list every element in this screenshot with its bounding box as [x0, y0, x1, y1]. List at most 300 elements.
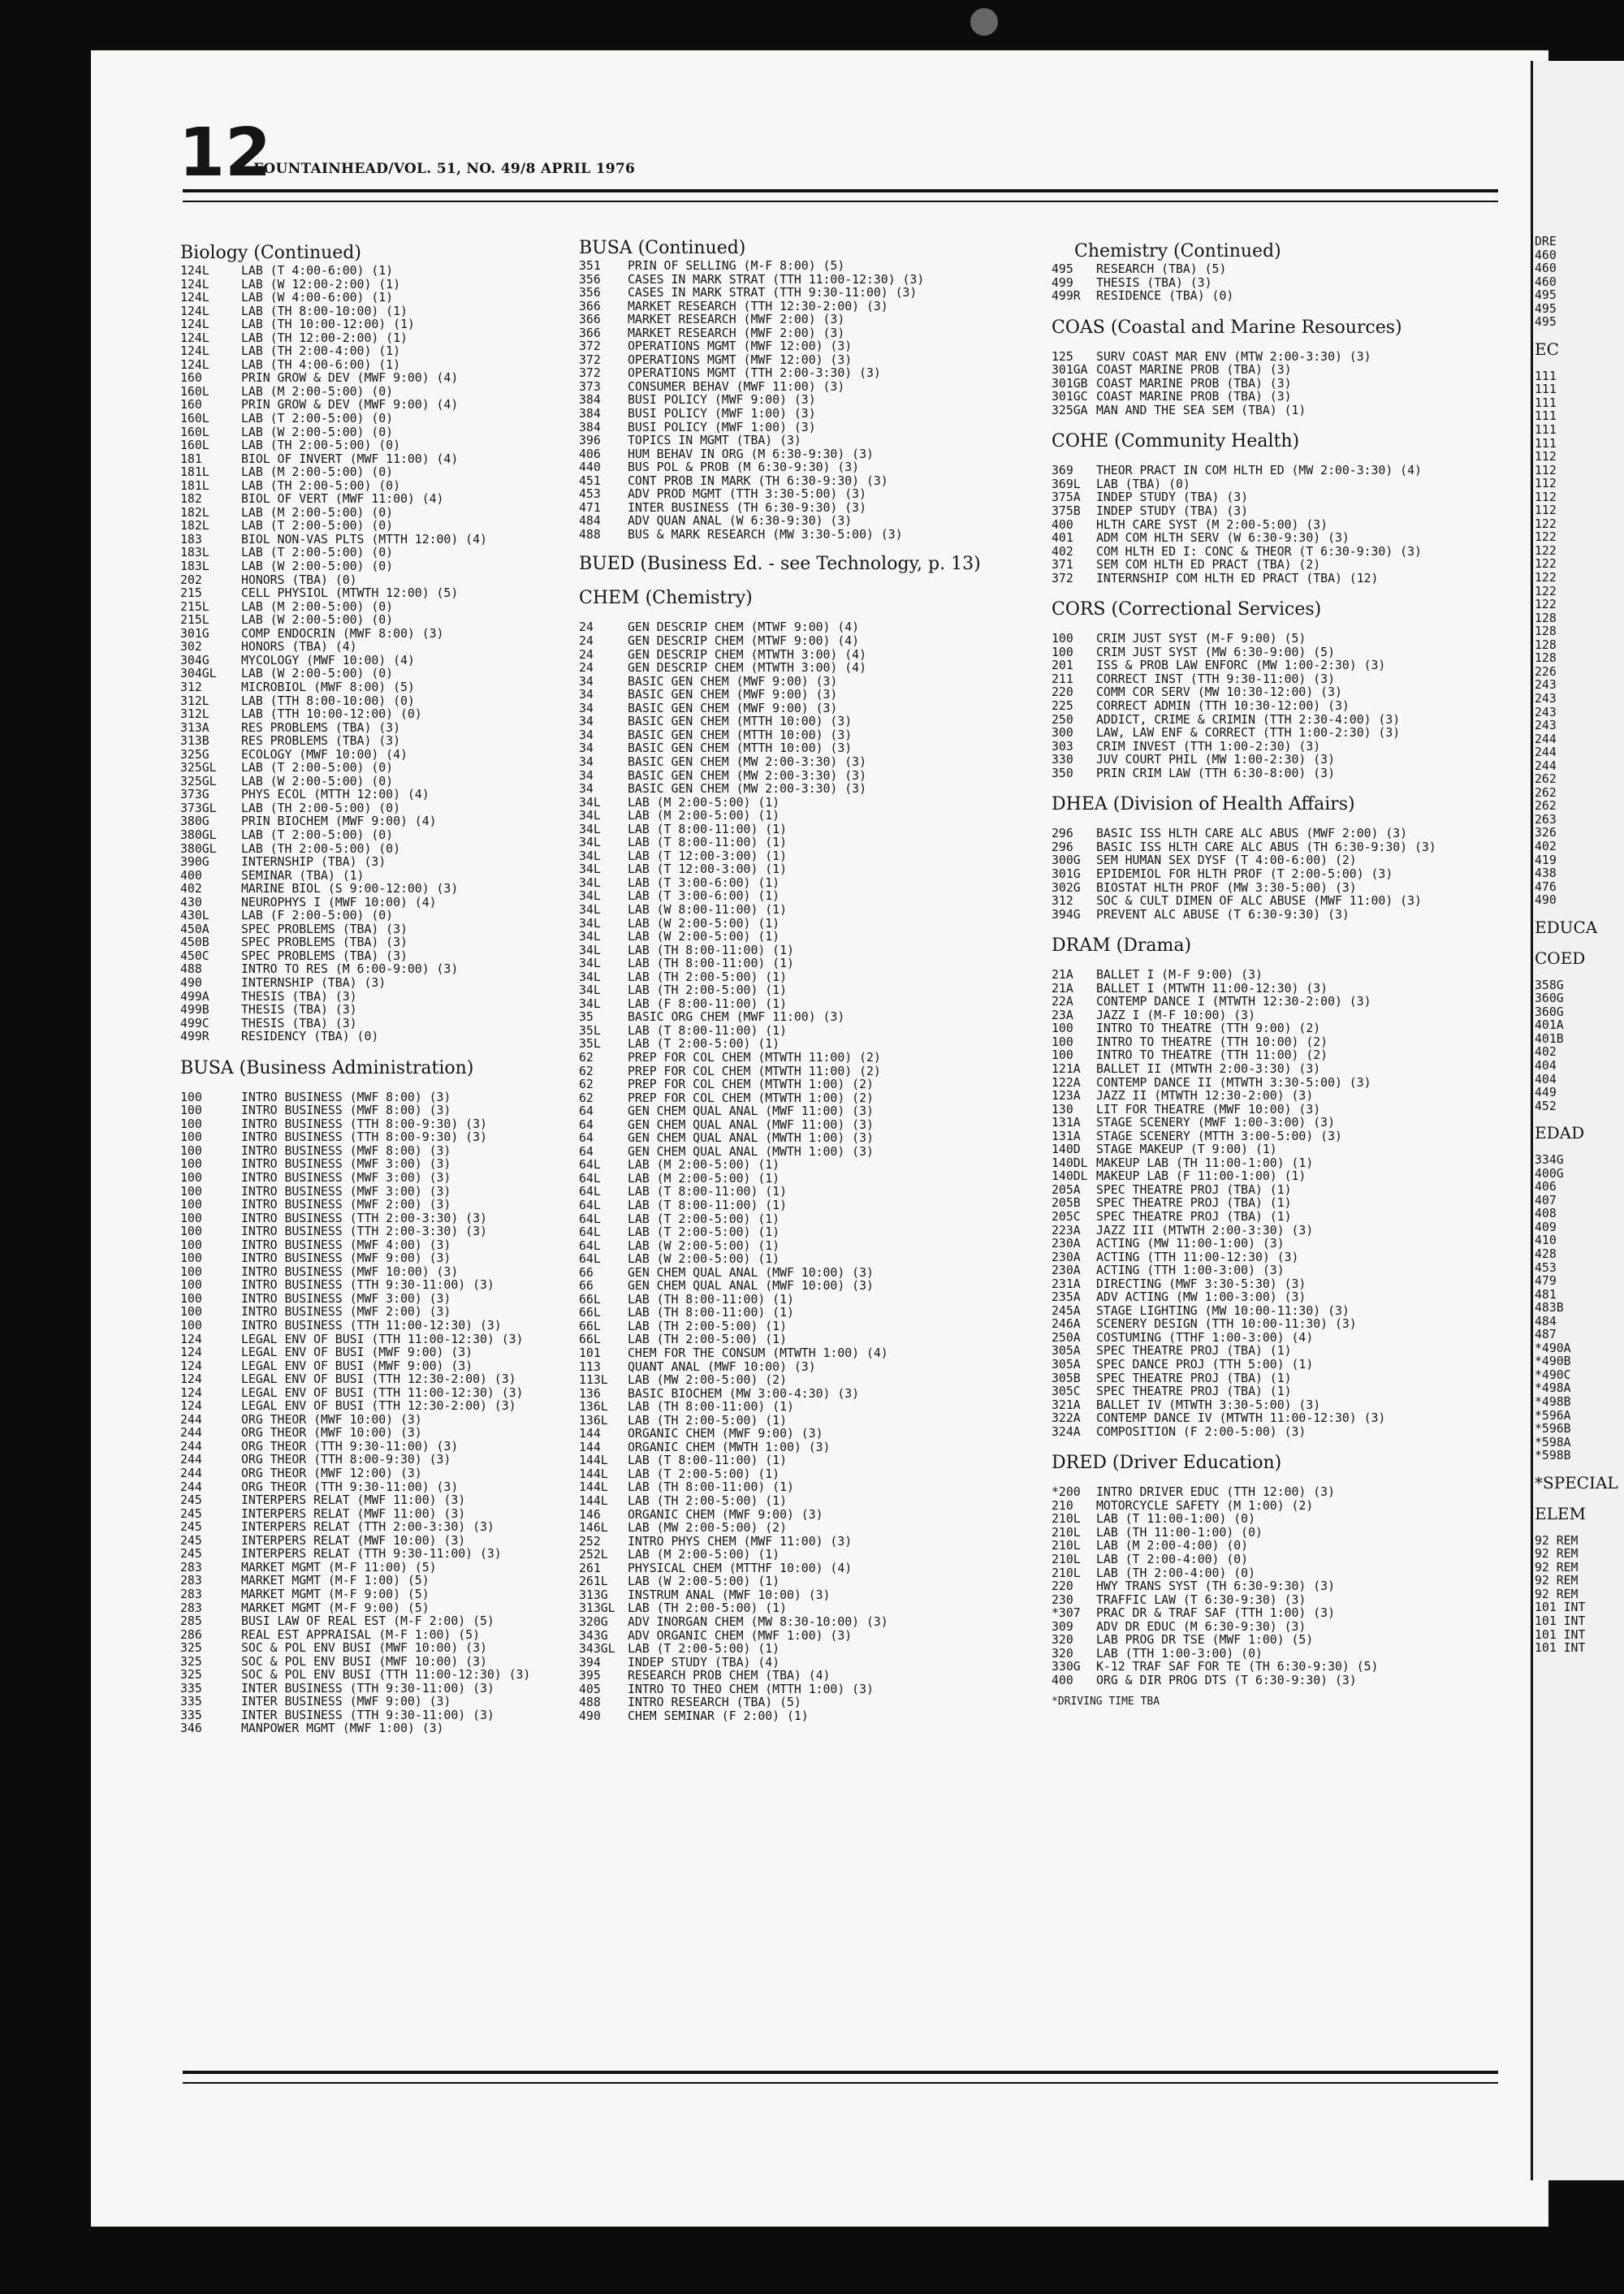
course-description: NEUROPHYS I (MWF 10:00) (4) — [241, 895, 437, 909]
course-description: CONSUMER BEHAV (MWF 11:00) (3) — [628, 379, 845, 394]
course-description: PREP FOR COL CHEM (MTWTH 1:00) (2) — [628, 1091, 874, 1105]
course-description: LAB (TH 2:00-4:00) (0) — [1096, 1566, 1255, 1580]
course-number: 244 — [180, 1426, 202, 1441]
course-description: BASIC GEN CHEM (MTTH 10:00) (3) — [628, 741, 853, 756]
course-row — [579, 1119, 1066, 1133]
course-description: INTRO PHYS CHEM (MWF 11:00) (3) — [628, 1534, 853, 1549]
course-row — [579, 1616, 1066, 1630]
course-number: 34 — [579, 728, 594, 742]
course-description: LAB (T 12:00-3:00) (1) — [628, 862, 787, 877]
course-number: 64L — [579, 1252, 601, 1267]
course-number: 230A — [1052, 1264, 1081, 1278]
fragment-line: 122 — [1535, 530, 1557, 545]
course-description: THESIS (TBA) (3) — [241, 1016, 357, 1030]
fragment-line: 428 — [1535, 1247, 1557, 1261]
course-number: 100 — [180, 1104, 202, 1118]
course-row — [180, 1535, 578, 1549]
course-row — [180, 883, 578, 896]
course-number: 343G — [579, 1628, 608, 1643]
course-description: BIOSTAT HLTH PROF (MW 3:30-5:00) (3) — [1096, 880, 1357, 895]
course-description: BASIC GEN CHEM (MW 2:00-3:30) (3) — [628, 768, 866, 783]
fragment-line: *598A — [1535, 1435, 1571, 1449]
course-number: 64 — [579, 1131, 594, 1146]
fragment-line: 92 REM — [1535, 1547, 1579, 1562]
course-number: 313B — [180, 734, 209, 749]
fragment-line: 112 — [1535, 503, 1557, 518]
course-row — [180, 1091, 578, 1105]
course-row — [1052, 364, 1522, 378]
course-number: 202 — [180, 572, 202, 587]
course-description: LAB (W 2:00-5:00) (0) — [241, 559, 394, 574]
course-row — [579, 729, 1066, 743]
course-row — [579, 621, 1066, 635]
course-row — [1052, 404, 1522, 418]
course-number: 246A — [1052, 1317, 1081, 1332]
course-row — [180, 1454, 578, 1467]
course-description: ORG THEOR (TTH 8:00-9:30) (3) — [241, 1453, 451, 1467]
course-number: 34L — [579, 849, 601, 863]
course-description: INDEP STUDY (TBA) (4) — [628, 1655, 780, 1670]
course-number: 181L — [180, 465, 209, 480]
course-number: 64L — [579, 1199, 601, 1212]
course-description: MANPOWER MGMT (MWF 1:00) (3) — [241, 1722, 444, 1736]
course-description: COMM COR SERV (MW 10:30-12:00) (3) — [1096, 685, 1342, 700]
course-description: INTRO BUSINESS (TTH 2:00-3:30) (3) — [241, 1225, 487, 1239]
course-row — [180, 950, 578, 964]
course-number: 372 — [1052, 571, 1073, 585]
fragment-line: 112 — [1535, 463, 1557, 477]
fragment-line: 128 — [1535, 637, 1557, 652]
course-row — [1052, 714, 1522, 728]
course-row — [180, 1481, 578, 1495]
footer-rule — [183, 2071, 1498, 2084]
course-description: ADV PROD MGMT (TTH 3:30-5:00) (3) — [628, 487, 866, 502]
course-description: LAB (M 2:00-5:00) (0) — [241, 505, 394, 520]
course-number: 335 — [180, 1708, 202, 1722]
course-number: 305A — [1052, 1358, 1081, 1372]
course-row — [180, 1387, 578, 1401]
course-row — [180, 493, 578, 507]
course-row — [579, 702, 1066, 716]
course-row — [180, 1004, 578, 1017]
course-number: 285 — [180, 1614, 202, 1629]
course-number: 34L — [579, 970, 601, 984]
course-number: 66 — [579, 1279, 594, 1294]
fragment-line: 128 — [1535, 624, 1557, 639]
course-description: LAB (TTH 8:00-10:00) (0) — [241, 693, 415, 708]
course-description: BUSI POLICY (MWF 1:00) (3) — [628, 407, 816, 421]
course-row — [180, 667, 578, 681]
course-number: 130 — [1052, 1102, 1073, 1117]
course-number: 205B — [1052, 1196, 1081, 1211]
course-description: JUV COURT PHIL (MW 1:00-2:30) (3) — [1096, 753, 1335, 767]
fragment-line: 244 — [1535, 758, 1557, 773]
course-number: 160L — [180, 438, 209, 453]
course-number: 123A — [1052, 1089, 1081, 1104]
course-description: BUS POL & PROB (M 6:30-9:30) (3) — [628, 460, 860, 475]
course-description: BUS & MARK RESEARCH (MW 3:30-5:00) (3) — [628, 527, 903, 542]
course-row — [180, 426, 578, 440]
course-description: MYCOLOGY (MWF 10:00) (4) — [241, 653, 415, 667]
course-row — [579, 742, 1066, 756]
course-description: CASES IN MARK STRAT (TTH 11:00-12:30) (3) — [628, 272, 925, 287]
course-description: LAB (TH 10:00-12:00) (1) — [241, 318, 415, 332]
course-row — [1052, 1385, 1522, 1399]
course-number: 230 — [1052, 1592, 1073, 1607]
fragment-line: 92 REM — [1535, 1533, 1579, 1548]
course-description: LEGAL ENV OF BUSI (MWF 9:00) (3) — [241, 1359, 473, 1373]
course-description: LAB (TH 11:00-1:00) (0) — [1096, 1525, 1263, 1540]
course-row — [180, 574, 578, 588]
course-row — [1052, 1130, 1522, 1144]
course-description: LAB (W 2:00-5:00) (1) — [628, 1238, 780, 1253]
course-description: INTRO BUSINESS (MWF 3:00) (3) — [241, 1291, 451, 1306]
course-number: 160L — [180, 384, 209, 399]
course-description: LAB (TBA) (0) — [1096, 477, 1190, 491]
course-number: 499R — [1052, 289, 1081, 304]
fragment-line: 112 — [1535, 450, 1557, 464]
fragment-line: 128 — [1535, 611, 1557, 625]
course-row — [1052, 1540, 1522, 1553]
course-number: 24 — [579, 647, 594, 662]
fragment-line: 101 INT — [1535, 1614, 1586, 1629]
course-description: INTRO BUSINESS (TTH 2:00-3:30) (3) — [241, 1211, 487, 1225]
course-row — [1052, 1674, 1522, 1688]
course-number: 225 — [1052, 699, 1073, 714]
course-number: 261 — [579, 1561, 601, 1575]
course-row — [180, 413, 578, 426]
course-number: 312 — [1052, 894, 1073, 909]
course-description: BALLET I (MTWTH 11:00-12:30) (3) — [1096, 981, 1328, 996]
course-number: 205A — [1052, 1182, 1081, 1197]
course-row — [180, 1306, 578, 1320]
course-description: SURV COAST MAR ENV (MTW 2:00-3:30) (3) — [1096, 349, 1371, 364]
course-row — [579, 1630, 1066, 1644]
course-number: 325 — [180, 1668, 202, 1683]
course-number: 144 — [579, 1440, 601, 1454]
course-description: COMPOSITION (F 2:00-5:00) (3) — [1096, 1424, 1307, 1439]
course-description: MICROBIOL (MWF 8:00) (5) — [241, 680, 415, 694]
course-row — [180, 279, 578, 292]
course-description: PRIN OF SELLING (M-F 8:00) (5) — [628, 259, 845, 273]
course-description: LEGAL ENV OF BUSI (TTH 11:00-12:30) (3) — [241, 1332, 524, 1346]
course-description: CRIM JUST SYST (M-F 9:00) (5) — [1096, 632, 1307, 646]
fragment-line: 410 — [1535, 1233, 1557, 1248]
fragment-line: 122 — [1535, 516, 1557, 531]
course-section — [1052, 1452, 1522, 1687]
course-description: LAB (T 2:00-5:00) (1) — [628, 1642, 780, 1657]
course-description: LAB (TH 8:00-11:00) (1) — [628, 1306, 794, 1320]
fragment-line: 479 — [1535, 1274, 1557, 1289]
course-row — [1052, 1063, 1522, 1077]
course-row — [180, 628, 578, 642]
course-number: 330G — [1052, 1660, 1081, 1674]
course-number: 34L — [579, 836, 601, 850]
course-section — [579, 587, 1066, 1723]
course-row — [180, 587, 578, 601]
course-description: JAZZ II (MTWTH 12:30-2:00) (3) — [1096, 1089, 1314, 1104]
course-description: MARINE BIOL (S 9:00-12:00) (3) — [241, 882, 459, 896]
course-row — [1052, 1278, 1522, 1292]
course-number: 220 — [1052, 1579, 1073, 1594]
course-description: RES PROBLEMS (TBA) (3) — [241, 734, 400, 749]
course-description: MAN AND THE SEA SEM (TBA) (1) — [1096, 403, 1307, 417]
course-row — [1052, 1580, 1522, 1594]
course-row — [180, 1642, 578, 1656]
course-row — [180, 1017, 578, 1031]
fragment-line: 487 — [1535, 1328, 1557, 1342]
course-description: LAB (T 3:00-6:00) (1) — [628, 875, 780, 890]
course-description: CORRECT INST (TTH 9:30-11:00) (3) — [1096, 672, 1335, 686]
course-number: 375B — [1052, 504, 1081, 519]
course-description: LAB (F 8:00-11:00) (1) — [628, 996, 787, 1011]
fragment-heading: EDUCA — [1535, 917, 1598, 937]
course-row — [579, 1186, 1066, 1199]
course-number: 245 — [180, 1520, 202, 1535]
course-description: INTRO TO THEATRE (TTH 10:00) (2) — [1096, 1035, 1328, 1049]
course-number: 124L — [180, 330, 209, 345]
course-number: 64L — [579, 1225, 601, 1240]
course-row — [180, 507, 578, 521]
course-row — [1052, 491, 1522, 505]
course-description: TRAFFIC LAW (T 6:30-9:30) (3) — [1096, 1592, 1307, 1607]
course-row — [1052, 1527, 1522, 1540]
course-description: LAB (TH 8:00-10:00) (1) — [241, 304, 408, 318]
course-number: 322A — [1052, 1411, 1081, 1426]
course-row — [180, 318, 578, 332]
course-number: 499 — [1052, 275, 1073, 290]
course-row — [1052, 1318, 1522, 1332]
course-number: 100 — [180, 1291, 202, 1306]
course-row — [1052, 277, 1522, 291]
course-number: 24 — [579, 661, 594, 676]
course-row — [180, 681, 578, 695]
course-number: 244 — [180, 1480, 202, 1494]
course-number: 296 — [1052, 840, 1073, 854]
course-number: 302G — [1052, 880, 1081, 895]
course-row — [180, 534, 578, 547]
course-number: 35L — [579, 1037, 601, 1052]
course-number: 34 — [579, 688, 594, 702]
course-number: 301GC — [1052, 390, 1088, 404]
course-row — [1052, 1049, 1522, 1063]
course-row — [1052, 1090, 1522, 1104]
course-description: LAB (TH 2:00-5:00) (1) — [628, 1319, 787, 1333]
course-row — [579, 1468, 1066, 1482]
course-description: LAB (TH 2:00-5:00) (1) — [628, 1333, 787, 1347]
course-description: CHEM FOR THE CONSUM (MTWTH 1:00) (4) — [628, 1346, 888, 1361]
course-row — [1052, 767, 1522, 781]
fragment-line: 406 — [1535, 1180, 1557, 1195]
course-row — [1052, 1022, 1522, 1036]
course-description: LAB (W 2:00-5:00) (1) — [628, 1575, 780, 1589]
course-row — [180, 1575, 578, 1588]
course-row — [579, 461, 1066, 475]
course-number: 124 — [180, 1385, 202, 1400]
course-number: 64L — [579, 1185, 601, 1199]
course-description: LAB (W 2:00-5:00) (0) — [241, 667, 394, 681]
course-row — [180, 1239, 578, 1253]
course-description: ECOLOGY (MWF 10:00) (4) — [241, 747, 408, 762]
course-row — [1052, 478, 1522, 492]
course-row — [180, 802, 578, 816]
course-number: 125 — [1052, 349, 1073, 364]
course-number: 373 — [579, 379, 601, 394]
course-description: INTRO BUSINESS (TTH 8:00-9:30) (3) — [241, 1117, 487, 1131]
course-row — [1052, 1553, 1522, 1567]
course-row — [1052, 1621, 1522, 1635]
course-row — [1052, 909, 1522, 922]
course-description: BASIC ISS HLTH CARE ALC ABUS (TH 6:30-9:30) (3) — [1096, 840, 1436, 854]
course-number: 252 — [579, 1534, 601, 1549]
course-number: 100 — [180, 1225, 202, 1239]
course-description: MOTORCYCLE SAFETY (M 1:00) (2) — [1096, 1498, 1314, 1513]
course-row — [579, 1347, 1066, 1361]
course-description: ORGANIC CHEM (MWF 9:00) (3) — [628, 1507, 823, 1522]
fragment-line: 401A — [1535, 1018, 1564, 1033]
course-row — [579, 300, 1066, 314]
course-number: 245 — [180, 1506, 202, 1521]
fragment-line: *490A — [1535, 1341, 1571, 1355]
course-number: 66L — [579, 1333, 601, 1347]
course-row — [180, 601, 578, 615]
course-number: 405 — [579, 1682, 601, 1696]
course-description: LAB (TTH 1:00-3:00) (0) — [1096, 1646, 1263, 1661]
course-row — [1052, 741, 1522, 754]
course-number: 144L — [579, 1480, 608, 1495]
course-row — [579, 1454, 1066, 1468]
course-number: 124 — [180, 1399, 202, 1414]
course-number: 211 — [1052, 672, 1073, 686]
course-description: SEMINAR (TBA) (1) — [241, 868, 365, 883]
course-description: LAB (T 2:00-5:00) (0) — [241, 827, 394, 842]
fragment-line: 460 — [1535, 248, 1557, 262]
course-row — [579, 381, 1066, 395]
course-row — [180, 870, 578, 883]
course-row — [579, 1294, 1066, 1307]
fragment-line: 122 — [1535, 571, 1557, 585]
course-description: BASIC GEN CHEM (MWF 9:00) (3) — [628, 688, 838, 702]
course-description: RESEARCH PROB CHEM (TBA) (4) — [628, 1669, 831, 1683]
course-description: LEGAL ENV OF BUSI (TTH 11:00-12:30) (3) — [241, 1385, 524, 1400]
course-description: ORG THEOR (TTH 9:30-11:00) (3) — [241, 1480, 459, 1494]
course-description: LAB (T 8:00-11:00) (1) — [628, 836, 787, 850]
course-number: 245 — [180, 1547, 202, 1562]
column-1 — [180, 242, 578, 1736]
course-number: 146L — [579, 1521, 608, 1536]
course-number: 488 — [180, 962, 202, 977]
course-description: LAB (TH 2:00-5:00) (0) — [241, 841, 400, 856]
fragment-line: *596B — [1535, 1422, 1571, 1436]
course-number: 100 — [180, 1251, 202, 1266]
course-description: PRAC DR & TRAF SAF (TTH 1:00) (3) — [1096, 1606, 1335, 1621]
course-description: MARKET MGMT (M-F 9:00) (5) — [241, 1601, 430, 1615]
section-heading: DRAM (Drama) — [1052, 935, 1192, 957]
course-number: 100 — [180, 1117, 202, 1131]
course-number: 396 — [579, 434, 601, 448]
course-number: 66L — [579, 1292, 601, 1307]
course-number: 210L — [1052, 1553, 1081, 1567]
fragment-line: 453 — [1535, 1260, 1557, 1275]
course-row — [579, 890, 1066, 904]
course-description: INDEP STUDY (TBA) (3) — [1096, 504, 1249, 519]
fragment-line: 360G — [1535, 1004, 1564, 1019]
course-description: HWY TRANS SYST (TH 6:30-9:30) (3) — [1096, 1579, 1335, 1594]
course-row — [579, 1481, 1066, 1495]
course-number: 64L — [579, 1212, 601, 1226]
course-number: 406 — [579, 447, 601, 461]
course-row — [180, 345, 578, 359]
course-number: 124L — [180, 264, 209, 278]
course-number: 160 — [180, 371, 202, 386]
course-description: ORG THEOR (TTH 9:30-11:00) (3) — [241, 1439, 459, 1454]
fragment-line: 122 — [1535, 584, 1557, 598]
course-description: INTRO BUSINESS (MWF 3:00) (3) — [241, 1184, 451, 1199]
course-description: RESEARCH (TBA) (5) — [1096, 262, 1227, 276]
course-description: MAKEUP LAB (TH 11:00-1:00) (1) — [1096, 1156, 1314, 1170]
course-description: INTERPERS RELAT (TTH 2:00-3:30) (3) — [241, 1520, 495, 1535]
course-description: LAB (M 2:00-5:00) (1) — [628, 795, 780, 810]
course-row — [579, 1011, 1066, 1025]
course-description: LAB (T 2:00-5:00) (0) — [241, 546, 394, 560]
course-number: 100 — [180, 1278, 202, 1293]
course-description: STAGE MAKEUP (T 9:00) (1) — [1096, 1143, 1277, 1157]
course-description: CHEM SEMINAR (F 2:00) (1) — [628, 1709, 809, 1723]
course-description: LAB (F 2:00-5:00) (0) — [241, 909, 394, 923]
course-description: CASES IN MARK STRAT (TTH 9:30-11:00) (3) — [628, 286, 918, 300]
course-description: LAB (T 2:00-4:00) (0) — [1096, 1553, 1249, 1567]
course-number: 303 — [1052, 739, 1073, 754]
course-row — [180, 708, 578, 722]
course-description: LAB (TH 12:00-2:00) (1) — [241, 330, 408, 345]
course-row — [579, 434, 1066, 448]
fragment-line: 334G — [1535, 1153, 1564, 1168]
course-description: QUANT ANAL (MWF 10:00) (3) — [628, 1359, 816, 1374]
course-number: 140DL — [1052, 1169, 1088, 1184]
course-description: LAB (W 8:00-11:00) (1) — [628, 902, 787, 917]
course-row — [579, 1670, 1066, 1683]
course-description: MARKET MGMT (M-F 11:00) (5) — [241, 1560, 437, 1575]
course-row — [180, 1293, 578, 1307]
course-number: 356 — [579, 286, 601, 300]
course-row — [1052, 1412, 1522, 1426]
course-description: BASIC GEN CHEM (MW 2:00-3:30) (3) — [628, 782, 866, 797]
course-description: GEN CHEM QUAL ANAL (MWF 11:00) (3) — [628, 1117, 874, 1132]
course-number: 34L — [579, 996, 601, 1011]
fragment-line: 243 — [1535, 705, 1557, 719]
course-row — [1052, 996, 1522, 1009]
course-number: 373G — [180, 788, 209, 802]
course-number: 100 — [180, 1090, 202, 1104]
course-row — [180, 749, 578, 763]
course-number: 453 — [579, 487, 601, 502]
course-row — [579, 1320, 1066, 1334]
course-number: 430L — [180, 909, 209, 923]
course-row — [180, 1400, 578, 1414]
course-number: 124 — [180, 1359, 202, 1373]
course-description: SCENERY DESIGN (TTH 10:00-11:30) (3) — [1096, 1317, 1357, 1332]
course-row — [579, 836, 1066, 850]
course-row — [579, 448, 1066, 462]
course-row — [180, 1252, 578, 1266]
fragment-line: 262 — [1535, 785, 1557, 800]
course-row — [180, 1225, 578, 1239]
course-number: 100 — [180, 1264, 202, 1279]
course-number: 210L — [1052, 1539, 1081, 1553]
course-row — [1052, 700, 1522, 714]
course-description: ACTING (TTH 11:00-12:30) (3) — [1096, 1250, 1299, 1264]
course-row — [180, 1629, 578, 1643]
